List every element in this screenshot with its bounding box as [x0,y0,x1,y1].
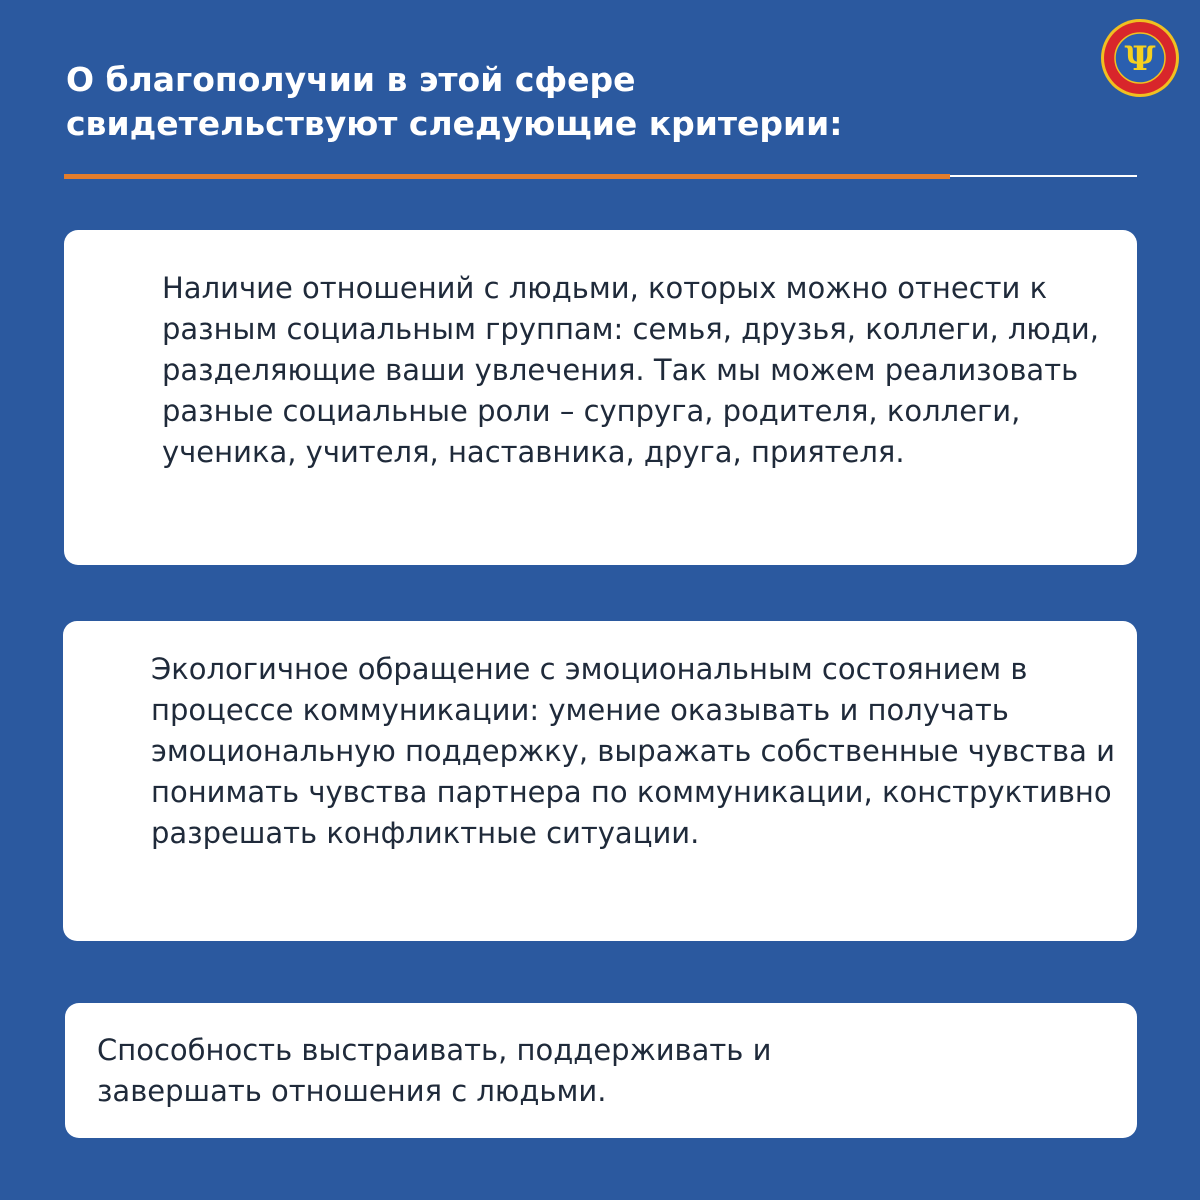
title-line-1: О благополучии в этой сфере [66,60,636,99]
criterion-text: Способность выстраивать, поддерживать и завершать отношения с людьми. [97,1033,772,1108]
title-line-2: свидетельствуют следующие критерии: [66,104,843,143]
criterion-card-3 [65,1003,1137,1138]
accent-divider [64,174,950,179]
criterion-text: Экологичное обращение с эмоциональным состоянием в процессе коммуникации: умение оказывать и получать эмоциональную поддержку, выражать собственные чувства и понимать чувства партнера по коммуникации, конструктивно разрешать конфликтные ситуации. [151,652,1115,850]
page-title [66,58,842,146]
criterion-text: Наличие отношений с людьми, которых можно отнести к разным социальным группам: семья, друзья, коллеги, люди, разделяющие ваши увлечения. Так мы можем реализовать разные социальные роли – супруга, родителя, коллеги, ученика, учителя, наставника, друга, приятеля. [162,271,1099,469]
criterion-card-2 [63,621,1137,941]
criterion-card-1 [64,230,1137,565]
divider-line [950,175,1137,177]
svg-text:Ψ: Ψ [1124,39,1156,79]
mchs-psychology-center-logo [1100,18,1180,98]
